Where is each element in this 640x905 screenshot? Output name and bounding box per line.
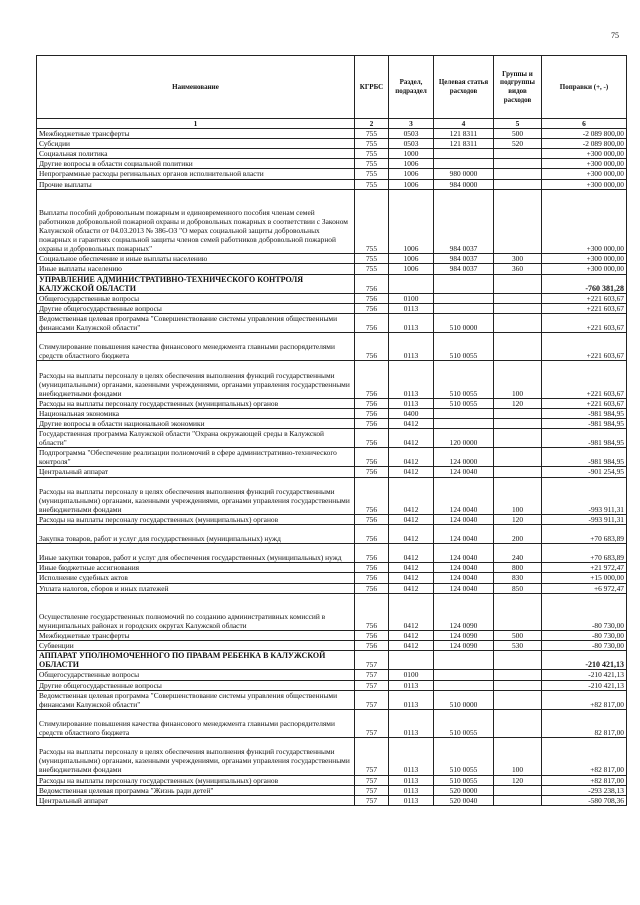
row-section: 0503 [389,139,434,149]
row-section [389,274,434,293]
row-group [494,680,542,690]
row-target: 984 0037 [434,264,494,274]
row-kgrbs: 756 [355,563,389,573]
table-row [37,670,627,680]
row-group: 520 [494,139,542,149]
row-section: 0113 [389,775,434,785]
header-kgrbs: КГРБС [355,56,389,119]
row-amount: -210 421,13 [542,670,627,680]
table-row [37,544,627,563]
row-group [494,795,542,805]
row-name: Расходы на выплаты персоналу государственных (муниципальных) органов [37,775,355,785]
row-kgrbs: 755 [355,149,389,159]
column-number-row [37,119,627,129]
row-section: 0412 [389,514,434,524]
row-name: Центральный аппарат [37,795,355,805]
header-amendments: Поправки (+, -) [542,56,627,119]
row-name: Другие общегосударственные вопросы [37,680,355,690]
row-name: Межбюджетные трансферты [37,631,355,641]
row-group: 200 [494,525,542,544]
row-section: 0113 [389,303,434,313]
row-amount: -293 238,13 [542,785,627,795]
row-name: Субсидии [37,139,355,149]
table-row [37,429,627,448]
table-row [37,651,627,670]
row-kgrbs: 756 [355,408,389,418]
row-section: 0113 [389,738,434,775]
row-amount: -760 381,28 [542,274,627,293]
table-row [37,398,627,408]
row-kgrbs: 756 [355,333,389,361]
row-kgrbs: 757 [355,651,389,670]
row-name: Выплаты пособий добровольным пожарным и единовременного пособия членам семей работников добровольной пожарной охраны и добровольных пожарных в соответствии с Законом Калужской области от 04.03.2013 № 386-ОЗ "О мерах социальной защиты добровольных пожарных и гарантиях социальной защиты членов семей работников добровольной пожарной охраны и добровольных пожарных" [37,189,355,254]
row-amount: +82 817,00 [542,690,627,709]
row-name: Другие вопросы в области социальной политики [37,159,355,169]
budget-amendments-table [36,55,627,806]
row-amount: -210 421,13 [542,680,627,690]
row-kgrbs: 757 [355,795,389,805]
row-name: Исполнение судебных актов [37,573,355,583]
row-section: 0113 [389,333,434,361]
table-row [37,333,627,361]
table-row [37,293,627,303]
table-row [37,477,627,514]
row-target: 984 0037 [434,189,494,254]
row-target: 124 0000 [434,448,494,467]
row-section: 0113 [389,361,434,398]
row-target: 510 0055 [434,333,494,361]
row-target: 510 0055 [434,738,494,775]
row-group [494,274,542,293]
row-amount: +300 000,00 [542,189,627,254]
row-amount: +221 603,67 [542,303,627,313]
header-groups: Группы и подгруппы видов расходов [494,56,542,119]
row-name: Государственная программа Калужской области "Охрана окружающей среды в Калужской области" [37,429,355,448]
row-kgrbs: 756 [355,641,389,651]
row-group [494,709,542,737]
row-section: 0412 [389,477,434,514]
row-name: Центральный аппарат [37,467,355,477]
table-row [37,274,627,293]
table-row [37,448,627,467]
row-target: 124 0040 [434,544,494,563]
row-section: 0113 [389,690,434,709]
table-row [37,313,627,332]
column-number: 3 [389,119,434,129]
table-row [37,641,627,651]
table-row [37,593,627,630]
row-name: Другие вопросы в области национальной экономики [37,418,355,428]
row-kgrbs: 756 [355,303,389,313]
row-target [434,303,494,313]
row-group: 850 [494,583,542,593]
row-amount: -981 984,95 [542,429,627,448]
row-target: 124 0090 [434,593,494,630]
row-amount: +221 603,67 [542,293,627,303]
row-target: 510 0055 [434,709,494,737]
row-kgrbs: 756 [355,544,389,563]
row-kgrbs: 756 [355,398,389,408]
row-kgrbs: 756 [355,313,389,332]
row-kgrbs: 756 [355,361,389,398]
row-group [494,429,542,448]
row-name: Общегосударственные вопросы [37,293,355,303]
header-name: Наименование [37,56,355,119]
row-name: Расходы на выплаты персоналу в целях обеспечения выполнения функций государственными (муниципальными) органами, казенными учреждениями, органами управления государственными внебюджетными фондами [37,738,355,775]
row-amount: +6 972,47 [542,583,627,593]
row-section: 0113 [389,785,434,795]
row-amount: +300 000,00 [542,149,627,159]
row-kgrbs: 756 [355,467,389,477]
row-group: 300 [494,254,542,264]
row-section: 0113 [389,680,434,690]
row-amount: +300 000,00 [542,179,627,189]
column-number: 2 [355,119,389,129]
row-target: 984 0000 [434,179,494,189]
row-target [434,670,494,680]
row-target [434,149,494,159]
row-name: Другие общегосударственные вопросы [37,303,355,313]
row-name: Социальная политика [37,149,355,159]
row-kgrbs: 756 [355,631,389,641]
row-amount: -2 089 800,00 [542,129,627,139]
row-amount: -2 089 800,00 [542,139,627,149]
row-kgrbs: 757 [355,690,389,709]
table-row [37,563,627,573]
header-section: Раздел, подраздел [389,56,434,119]
row-amount: -80 730,00 [542,631,627,641]
row-section: 0412 [389,573,434,583]
row-amount: -210 421,13 [542,651,627,670]
row-amount: +21 972,47 [542,563,627,573]
column-number: 1 [37,119,355,129]
row-group [494,313,542,332]
row-section: 1006 [389,159,434,169]
row-group: 120 [494,775,542,785]
row-group: 240 [494,544,542,563]
table-row [37,408,627,418]
table-row [37,159,627,169]
row-amount: 82 817,00 [542,709,627,737]
row-target: 510 0055 [434,775,494,785]
row-kgrbs: 755 [355,254,389,264]
table-row [37,690,627,709]
row-amount: +300 000,00 [542,254,627,264]
table-row [37,169,627,179]
row-kgrbs: 757 [355,738,389,775]
row-amount: +221 603,67 [542,361,627,398]
row-target: 124 0040 [434,583,494,593]
page-number: 75 [611,31,619,40]
row-target: 984 0037 [434,254,494,264]
row-amount: +221 603,67 [542,313,627,332]
row-section: 0412 [389,631,434,641]
row-target: 520 0000 [434,785,494,795]
row-name: Национальная экономика [37,408,355,418]
row-name: Субвенции [37,641,355,651]
row-group [494,690,542,709]
row-kgrbs: 756 [355,429,389,448]
row-section: 1006 [389,254,434,264]
row-group: 100 [494,738,542,775]
row-group [494,293,542,303]
row-name: Стимулирование повышения качества финансового менеджмента главными распорядителями средств областного бюджета [37,333,355,361]
row-amount: +300 000,00 [542,264,627,274]
row-target: 510 0000 [434,313,494,332]
row-name: Закупка товаров, работ и услуг для государственных (муниципальных) нужд [37,525,355,544]
row-section: 1006 [389,169,434,179]
row-name: Ведомственная целевая программа "Жизнь ради детей" [37,785,355,795]
row-name: Уплата налогов, сборов и иных платежей [37,583,355,593]
row-group: 100 [494,361,542,398]
row-section: 0412 [389,429,434,448]
row-name: Ведомственная целевая программа "Совершенствование системы управления общественными финансами Калужской области" [37,690,355,709]
row-kgrbs: 755 [355,189,389,254]
table-row [37,139,627,149]
row-group [494,169,542,179]
row-group [494,333,542,361]
row-group [494,159,542,169]
row-target: 510 0055 [434,398,494,408]
row-section: 0412 [389,544,434,563]
row-target: 980 0000 [434,169,494,179]
table-row [37,709,627,737]
table-row [37,775,627,785]
row-section: 0113 [389,313,434,332]
table-row [37,303,627,313]
column-number: 6 [542,119,627,129]
row-group [494,418,542,428]
row-section: 0400 [389,408,434,418]
table-row [37,573,627,583]
row-name: Подпрограмма "Обеспечение реализации полномочий в сфере административно-технического контроля" [37,448,355,467]
row-amount: +300 000,00 [542,159,627,169]
row-name: Иные закупки товаров, работ и услуг для обеспечения государственных (муниципальных) нужд [37,544,355,563]
row-kgrbs: 756 [355,477,389,514]
row-section: 0503 [389,129,434,139]
row-kgrbs: 755 [355,169,389,179]
table-row [37,254,627,264]
row-target: 520 0040 [434,795,494,805]
row-section: 0412 [389,418,434,428]
row-amount: -80 730,00 [542,641,627,651]
table-row [37,785,627,795]
row-name: АППАРАТ УПОЛНОМОЧЕННОГО ПО ПРАВАМ РЕБЕНКА В КАЛУЖСКОЙ ОБЛАСТИ [37,651,355,670]
row-amount: -981 984,95 [542,418,627,428]
row-kgrbs: 755 [355,139,389,149]
row-section: 0113 [389,795,434,805]
row-target: 124 0040 [434,467,494,477]
row-amount: +221 603,67 [542,333,627,361]
row-name: Расходы на выплаты персоналу в целях обеспечения выполнения функций государственными (муниципальными) органами, казенными учреждениями, органами управления государственными внебюджетными фондами [37,477,355,514]
table-row [37,264,627,274]
row-target: 121 8311 [434,129,494,139]
row-group: 830 [494,573,542,583]
row-amount: -80 730,00 [542,593,627,630]
row-group: 500 [494,631,542,641]
row-name: УПРАВЛЕНИЕ АДМИНИСТРАТИВНО-ТЕХНИЧЕСКОГО КОНТРОЛЯ КАЛУЖСКОЙ ОБЛАСТИ [37,274,355,293]
row-target [434,293,494,303]
row-amount: -580 708,36 [542,795,627,805]
table-row [37,361,627,398]
row-group: 360 [494,264,542,274]
row-name: Прочие выплаты [37,179,355,189]
row-amount: +300 000,00 [542,169,627,179]
row-group [494,448,542,467]
row-kgrbs: 755 [355,264,389,274]
row-section: 0113 [389,398,434,408]
row-amount: -981 984,95 [542,448,627,467]
row-kgrbs: 756 [355,583,389,593]
row-group [494,467,542,477]
table-row [37,418,627,428]
row-target: 124 0040 [434,573,494,583]
row-target: 120 0000 [434,429,494,448]
row-group: 120 [494,514,542,524]
row-section: 0412 [389,563,434,573]
row-group [494,189,542,254]
row-amount: +70 683,89 [542,544,627,563]
table-row [37,795,627,805]
row-amount: +82 817,00 [542,738,627,775]
row-group [494,303,542,313]
row-name: Социальное обеспечение и иные выплаты населению [37,254,355,264]
table-row [37,514,627,524]
row-name: Межбюджетные трансферты [37,129,355,139]
row-section: 1000 [389,149,434,159]
row-name: Непрограммные расходы регинальных органов исполнительной власти [37,169,355,179]
row-name: Общегосударственные вопросы [37,670,355,680]
table-row [37,149,627,159]
row-amount: +70 683,89 [542,525,627,544]
row-kgrbs: 756 [355,448,389,467]
row-group [494,670,542,680]
row-target: 510 0055 [434,361,494,398]
row-name: Расходы на выплаты персоналу государственных (муниципальных) органов [37,398,355,408]
row-name: Расходы на выплаты персоналу в целях обеспечения выполнения функций государственными (муниципальными) органами, казенными учреждениями, органами управления государственными внебюджетными фондами [37,361,355,398]
row-target: 124 0040 [434,477,494,514]
row-kgrbs: 756 [355,418,389,428]
row-name: Иные выплаты населению [37,264,355,274]
table-row [37,129,627,139]
row-kgrbs: 756 [355,593,389,630]
row-kgrbs: 757 [355,709,389,737]
table-row [37,467,627,477]
row-amount: -981 984,95 [542,408,627,418]
row-group: 120 [494,398,542,408]
row-kgrbs: 757 [355,680,389,690]
row-name: Стимулирование повышения качества финансового менеджмента главными распорядителями средств областного бюджета [37,709,355,737]
row-section [389,651,434,670]
row-target: 121 8311 [434,139,494,149]
row-section: 0100 [389,293,434,303]
row-target [434,408,494,418]
table-row [37,583,627,593]
row-section: 1006 [389,179,434,189]
row-kgrbs: 755 [355,159,389,169]
row-target [434,418,494,428]
row-target [434,651,494,670]
row-amount: -993 911,31 [542,514,627,524]
row-group [494,785,542,795]
column-number: 5 [494,119,542,129]
row-section: 1006 [389,264,434,274]
header-target: Целевая статья расходов [434,56,494,119]
row-kgrbs: 757 [355,670,389,680]
row-section: 0412 [389,467,434,477]
row-target [434,159,494,169]
row-kgrbs: 756 [355,573,389,583]
row-kgrbs: 757 [355,775,389,785]
row-group: 800 [494,563,542,573]
row-target: 124 0090 [434,631,494,641]
row-kgrbs: 756 [355,514,389,524]
table-row [37,680,627,690]
row-amount: +82 817,00 [542,775,627,785]
row-name: Ведомственная целевая программа "Совершенствование системы управления общественными финансами Калужской области" [37,313,355,332]
row-name: Иные бюджетные ассигнования [37,563,355,573]
row-section: 0412 [389,525,434,544]
row-section: 1006 [389,189,434,254]
row-kgrbs: 755 [355,179,389,189]
row-target: 124 0040 [434,525,494,544]
row-kgrbs: 756 [355,274,389,293]
row-target: 124 0040 [434,563,494,573]
table-row [37,179,627,189]
row-amount: -993 911,31 [542,477,627,514]
row-target: 510 0000 [434,690,494,709]
row-group: 500 [494,129,542,139]
row-group: 530 [494,641,542,651]
row-section: 0100 [389,670,434,680]
row-amount: +15 000,00 [542,573,627,583]
table-row [37,631,627,641]
row-section: 0412 [389,641,434,651]
row-section: 0412 [389,583,434,593]
table-row [37,189,627,254]
row-kgrbs: 756 [355,293,389,303]
row-target: 124 0040 [434,514,494,524]
row-section: 0412 [389,593,434,630]
row-amount: -901 254,95 [542,467,627,477]
row-target [434,680,494,690]
row-target: 124 0090 [434,641,494,651]
row-group [494,593,542,630]
row-group: 100 [494,477,542,514]
row-target [434,274,494,293]
row-kgrbs: 757 [355,785,389,795]
row-section: 0412 [389,448,434,467]
column-number: 4 [434,119,494,129]
table-row [37,738,627,775]
row-kgrbs: 756 [355,525,389,544]
row-group [494,179,542,189]
table-row [37,525,627,544]
row-amount: +221 603,67 [542,398,627,408]
row-name: Осуществление государственных полномочий по созданию административных комиссий в муниципальных районах и городских округах Калужской области [37,593,355,630]
row-kgrbs: 755 [355,129,389,139]
row-group [494,651,542,670]
row-group [494,149,542,159]
header-row [37,56,627,119]
row-group [494,408,542,418]
row-name: Расходы на выплаты персоналу государственных (муниципальных) органов [37,514,355,524]
row-section: 0113 [389,709,434,737]
